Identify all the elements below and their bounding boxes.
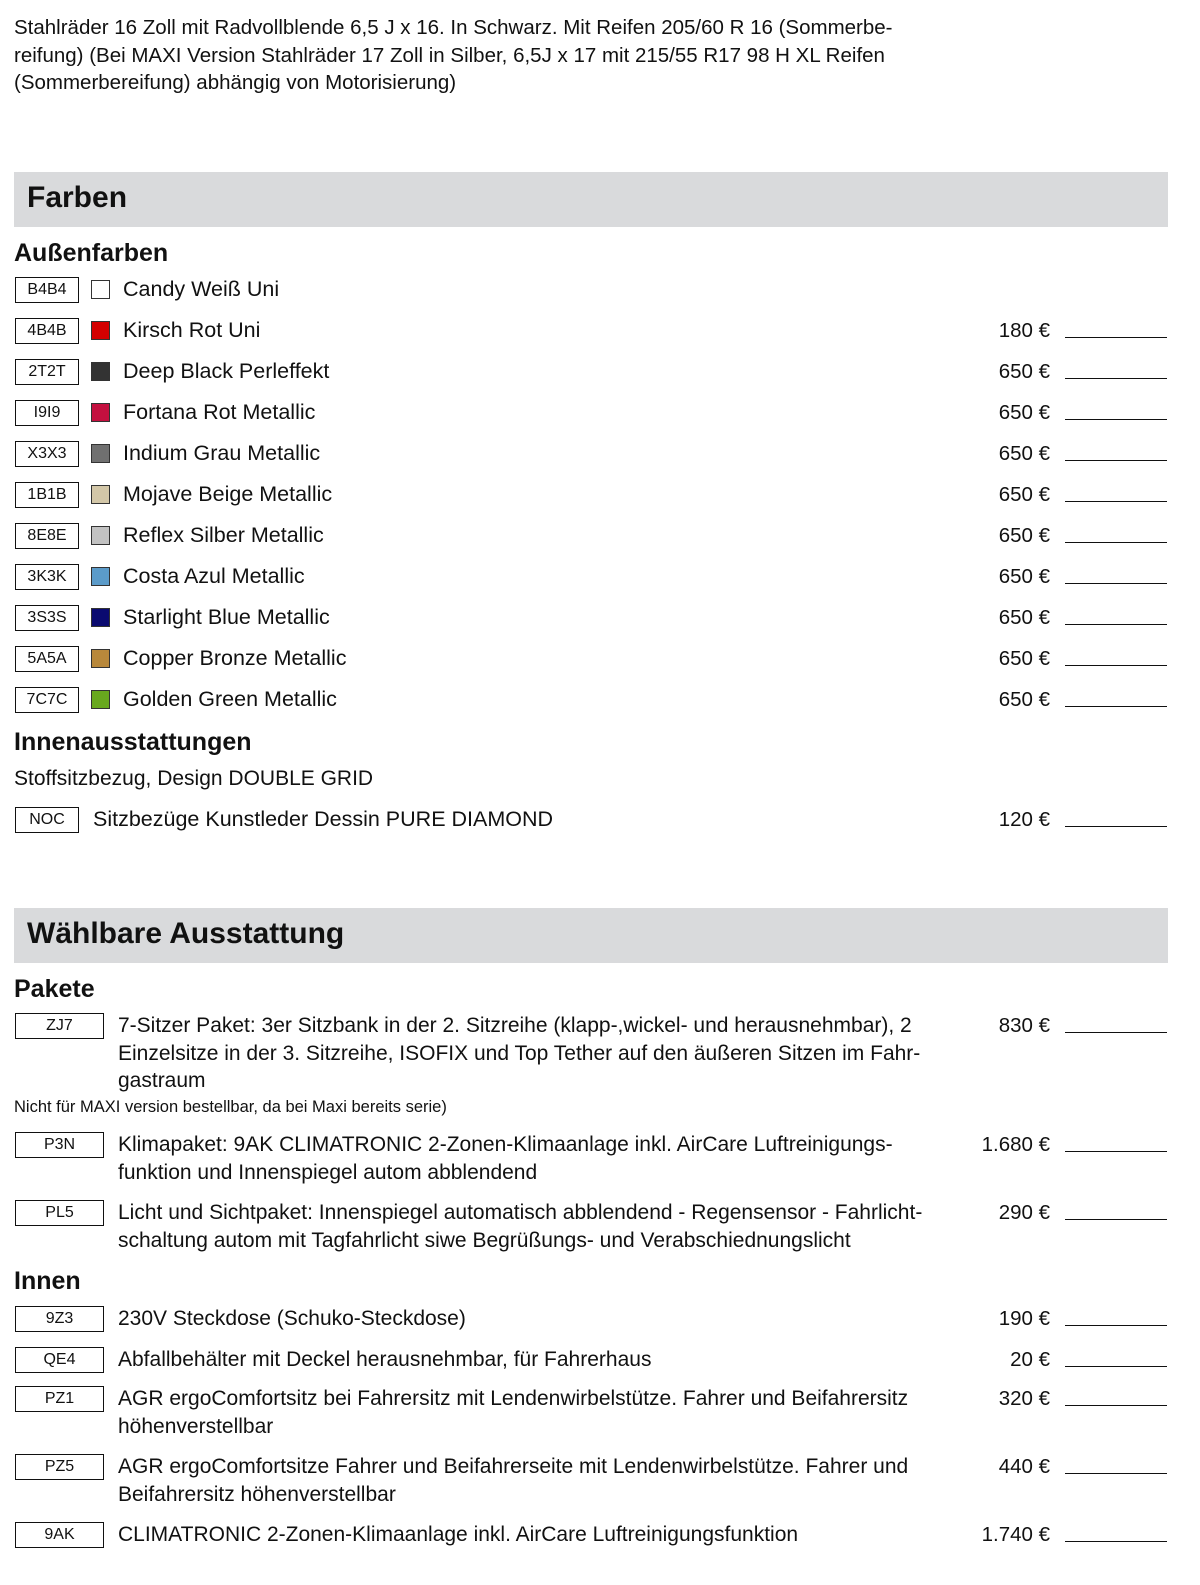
option-name: Reflex Silber Metallic: [123, 523, 324, 547]
option-price: 650 €: [998, 483, 1050, 506]
option-code: NOC: [15, 807, 79, 833]
intro-text: Stahlräder 16 Zoll mit Radvollblende 6,5 J x 16. In Schwarz. Mit Reifen 205/60 R 16 (Sommerbe-reifung) (Bei MAXI Version Stahlräder 17 Zoll in Silber, 6,5J x 17 mit 215/55 R17 98 H XL Reifen (Sommerbereifung) abhängig von Motorisierung): [14, 16, 893, 94]
option-name: Starlight Blue Metallic: [123, 605, 330, 629]
section-title: Farben: [27, 181, 128, 214]
option-code: PL5: [15, 1200, 104, 1226]
subheading-aussenfarben: Außenfarben: [14, 239, 169, 267]
order-entry-line[interactable]: [1065, 1405, 1167, 1406]
option-code: 3S3S: [15, 605, 79, 631]
option-description: Abfallbehälter mit Deckel herausnehmbar, für Fahrerhaus: [118, 1348, 652, 1371]
option-description: AGR ergoComfortsitz bei Fahrersitz mit Lendenwirbelstütze. Fahrer und Beifahrersitz höhenverstellbar: [118, 1387, 909, 1438]
order-entry-line[interactable]: [1065, 460, 1167, 461]
order-entry-line[interactable]: [1065, 624, 1167, 625]
option-name: Candy Weiß Uni: [123, 277, 280, 301]
color-swatch: [91, 362, 110, 381]
option-price: 190 €: [998, 1307, 1050, 1330]
option-name: Golden Green Metallic: [123, 687, 337, 711]
option-description: CLIMATRONIC 2-Zonen-Klimaanlage inkl. AirCare Luftreinigungsfunktion: [118, 1523, 799, 1546]
order-entry-line[interactable]: [1065, 1151, 1167, 1152]
option-description: Klimapaket: 9AK CLIMATRONIC 2-Zonen-Klimaanlage inkl. AirCare Luftreinigungs-funktion und Innenspiegel autom abblendend: [118, 1133, 893, 1184]
option-name: Indium Grau Metallic: [123, 441, 321, 465]
order-entry-line[interactable]: [1065, 1325, 1167, 1326]
option-price: 650 €: [998, 565, 1050, 588]
option-name: Costa Azul Metallic: [123, 564, 305, 588]
option-price: 650 €: [998, 401, 1050, 424]
option-code: PZ1: [15, 1386, 104, 1412]
option-name: Kirsch Rot Uni: [123, 318, 261, 342]
option-price: 290 €: [998, 1201, 1050, 1224]
option-price: 650 €: [998, 360, 1050, 383]
order-entry-line[interactable]: [1065, 583, 1167, 584]
option-description: 230V Steckdose (Schuko-Steckdose): [118, 1307, 466, 1330]
order-entry-line[interactable]: [1065, 1366, 1167, 1367]
option-code: P3N: [15, 1132, 104, 1158]
section-header-farben: [14, 172, 1168, 227]
option-price: 1.740 €: [981, 1523, 1050, 1546]
option-code: 7C7C: [15, 687, 79, 713]
option-code: 9Z3: [15, 1306, 104, 1332]
order-entry-line[interactable]: [1065, 1032, 1167, 1033]
section-header-ausstattung: [14, 908, 1168, 963]
option-name: Deep Black Perleffekt: [123, 359, 330, 383]
option-price: 120 €: [998, 808, 1050, 831]
order-entry-line[interactable]: [1065, 1541, 1167, 1542]
option-price: 650 €: [998, 524, 1050, 547]
option-name: Copper Bronze Metallic: [123, 646, 347, 670]
color-swatch: [91, 690, 110, 709]
option-price: 650 €: [998, 442, 1050, 465]
option-code: X3X3: [15, 441, 79, 467]
color-swatch: [91, 649, 110, 668]
color-swatch: [91, 608, 110, 627]
order-entry-line[interactable]: [1065, 501, 1167, 502]
subheading-innen: Innen: [14, 1267, 81, 1295]
order-entry-line[interactable]: [1065, 1219, 1167, 1220]
color-swatch: [91, 485, 110, 504]
option-code: I9I9: [15, 400, 79, 426]
pakete-note: Nicht für MAXI version bestellbar, da bei Maxi bereits serie): [14, 1098, 447, 1116]
option-price: 650 €: [998, 688, 1050, 711]
option-code: 5A5A: [15, 646, 79, 672]
color-swatch: [91, 526, 110, 545]
order-entry-line[interactable]: [1065, 337, 1167, 338]
subheading-innenausstattungen: Innenausstattungen: [14, 728, 252, 756]
option-description: 7-Sitzer Paket: 3er Sitzbank in der 2. Sitzreihe (klapp-,wickel- und herausnehmbar), 2 Einzelsitze in der 3. Sitzreihe, ISOFIX und Top Tether auf den äußeren Sitzen im Fahr-gastraum: [118, 1014, 921, 1092]
order-entry-line[interactable]: [1065, 378, 1167, 379]
option-price: 650 €: [998, 606, 1050, 629]
order-entry-line[interactable]: [1065, 1473, 1167, 1474]
option-code: QE4: [15, 1347, 104, 1373]
option-price: 20 €: [1010, 1348, 1050, 1371]
option-price: 650 €: [998, 647, 1050, 670]
order-entry-line[interactable]: [1065, 706, 1167, 707]
option-code: 2T2T: [15, 359, 79, 385]
color-swatch: [91, 403, 110, 422]
order-entry-line[interactable]: [1065, 665, 1167, 666]
option-price: 830 €: [998, 1014, 1050, 1037]
option-code: 4B4B: [15, 318, 79, 344]
standard-upholstery: Stoffsitzbezug, Design DOUBLE GRID: [14, 767, 374, 790]
subheading-pakete: Pakete: [14, 975, 95, 1003]
color-swatch: [91, 321, 110, 340]
option-code: 1B1B: [15, 482, 79, 508]
option-name: Mojave Beige Metallic: [123, 482, 333, 506]
color-swatch: [91, 567, 110, 586]
option-code: 8E8E: [15, 523, 79, 549]
option-description: AGR ergoComfortsitze Fahrer und Beifahrerseite mit Lendenwirbelstütze. Fahrer und Beifahrersitz höhenverstellbar: [118, 1455, 909, 1506]
order-entry-line[interactable]: [1065, 542, 1167, 543]
option-price: 1.680 €: [981, 1133, 1050, 1156]
option-price: 440 €: [998, 1455, 1050, 1478]
option-code: PZ5: [15, 1454, 104, 1480]
option-price: 320 €: [998, 1387, 1050, 1410]
option-code: B4B4: [15, 277, 79, 303]
option-name: Fortana Rot Metallic: [123, 400, 316, 424]
option-code: 9AK: [15, 1522, 104, 1548]
option-code: ZJ7: [15, 1013, 104, 1039]
option-code: 3K3K: [15, 564, 79, 590]
section-title: Wählbare Ausstattung: [27, 917, 345, 950]
order-entry-line[interactable]: [1065, 826, 1167, 827]
option-name: Sitzbezüge Kunstleder Dessin PURE DIAMOND: [93, 807, 554, 831]
color-swatch: [91, 444, 110, 463]
color-swatch: [91, 280, 110, 299]
order-entry-line[interactable]: [1065, 419, 1167, 420]
option-price: 180 €: [998, 319, 1050, 342]
option-description: Licht und Sichtpaket: Innenspiegel automatisch abblendend - Regensensor - Fahrlicht-schaltung autom mit Tagfahrlicht siwe Begrüßungs- und Verabschiednungslicht: [118, 1201, 923, 1252]
